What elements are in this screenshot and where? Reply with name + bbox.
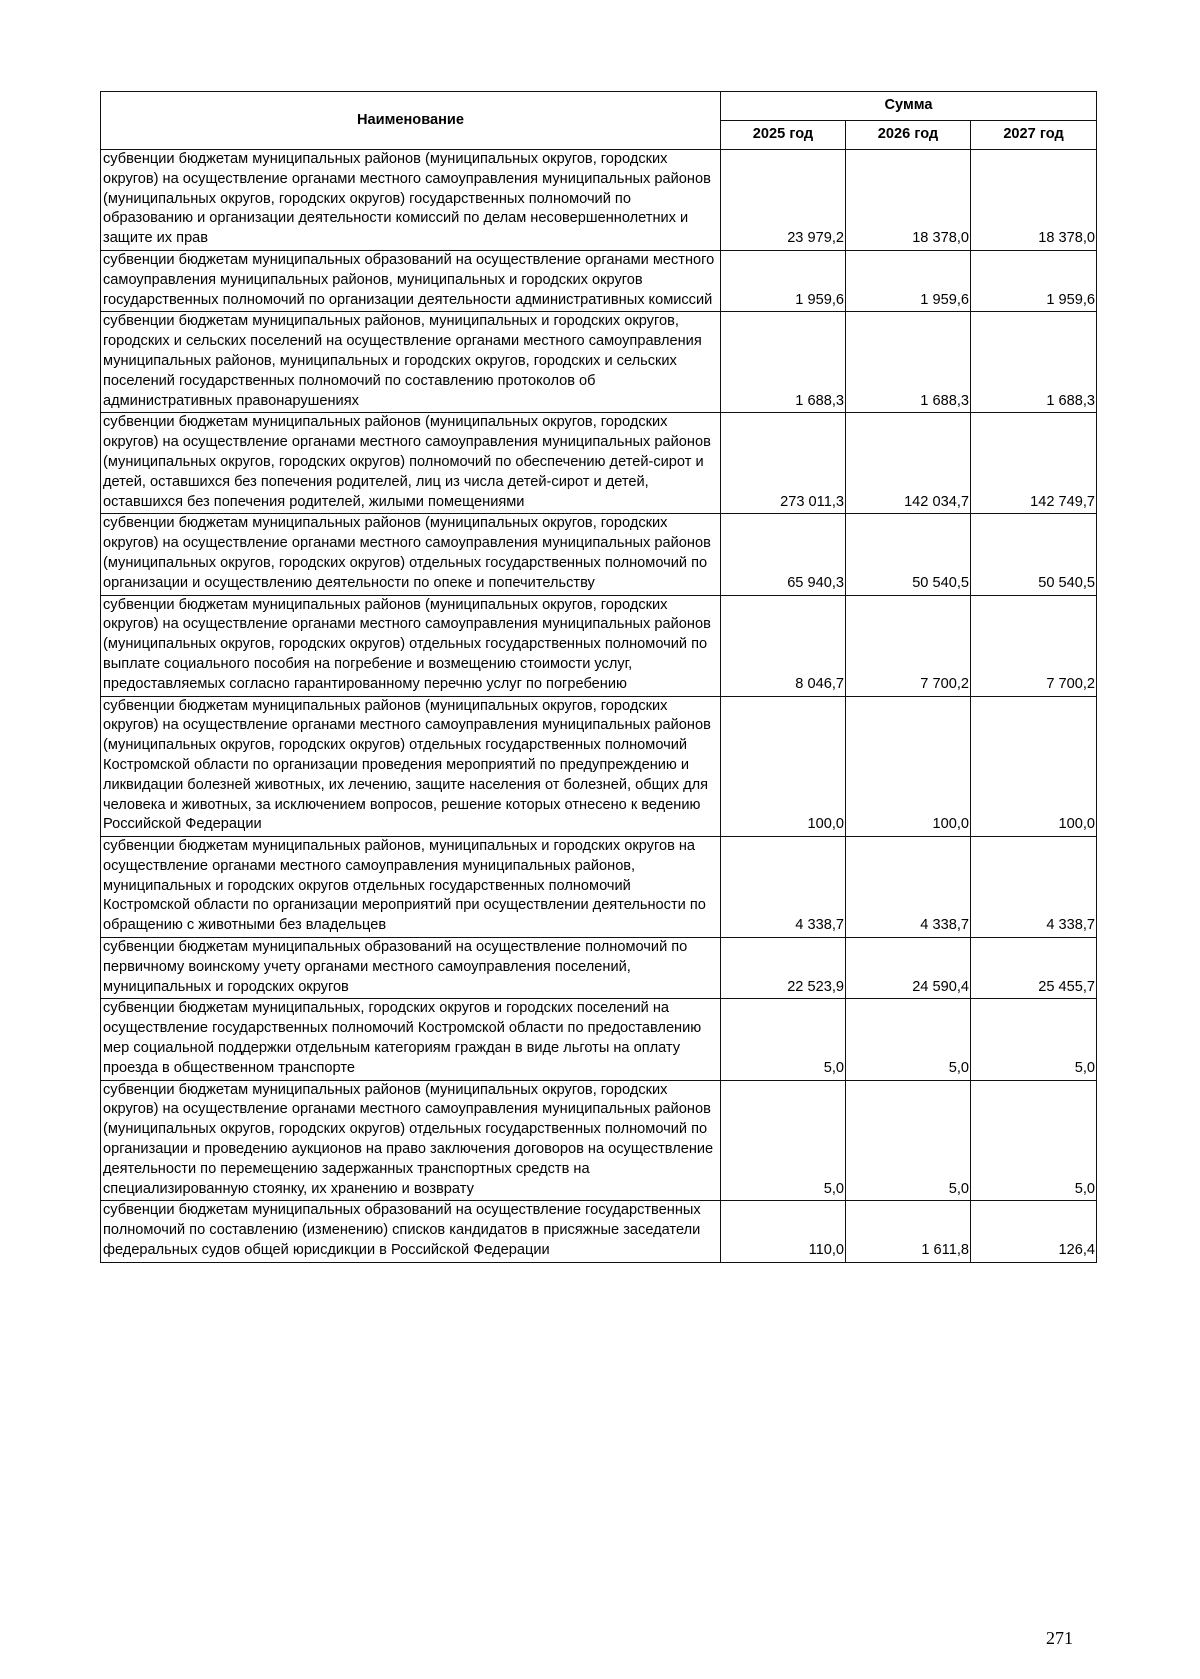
row-name: субвенции бюджетам муниципальных районов, муниципальных и городских округов на осуществление органами местного самоуправления муниципальных районов, муниципальных и городских округов отдельных государственных полномочий Костромской области по организации мероприятий при осуществлении деятельности по обращению с животными без владельцев	[101, 837, 721, 938]
row-value-2027: 1 688,3	[971, 312, 1097, 413]
row-value-2027: 1 959,6	[971, 250, 1097, 311]
row-name: субвенции бюджетам муниципальных, городских округов и городских поселений на осуществление государственных полномочий Костромской области по предоставлению мер социальной поддержки отдельным категориям граждан в виде льготы на оплату проезда в общественном транспорте	[101, 999, 721, 1080]
row-name: субвенции бюджетам муниципальных районов (муниципальных округов, городских округов) на осуществление органами местного самоуправления муниципальных районов (муниципальных округов, городских округов) отдельных государственных полномочий по организации и осуществлению деятельности по опеке и попечительству	[101, 514, 721, 595]
row-value-2025: 100,0	[721, 696, 846, 837]
row-value-2027: 25 455,7	[971, 938, 1097, 999]
row-name: субвенции бюджетам муниципальных районов, муниципальных и городских округов, городских и сельских поселений на осуществление органами местного самоуправления муниципальных районов, муниципальных и городских округов, городских и сельских поселений государственных полномочий по составлению протоколов об административных правонарушениях	[101, 312, 721, 413]
row-value-2027: 18 378,0	[971, 150, 1097, 251]
page-number: 271	[1046, 1628, 1073, 1648]
table-row	[101, 696, 1097, 837]
row-value-2025: 5,0	[721, 1080, 846, 1201]
table-row	[101, 150, 1097, 251]
table-row	[101, 1080, 1097, 1201]
row-value-2025: 5,0	[721, 999, 846, 1080]
row-value-2025: 23 979,2	[721, 150, 846, 251]
row-value-2025: 273 011,3	[721, 413, 846, 514]
row-value-2026: 1 688,3	[846, 312, 971, 413]
header-sum: Сумма	[721, 92, 1097, 121]
row-name: субвенции бюджетам муниципальных районов (муниципальных округов, городских округов) на осуществление органами местного самоуправления муниципальных районов (муниципальных округов, городских округов) государственных полномочий по образованию и организации деятельности комиссий по делам несовершеннолетних и защите их прав	[101, 150, 721, 251]
row-value-2025: 110,0	[721, 1201, 846, 1262]
row-name: субвенции бюджетам муниципальных районов (муниципальных округов, городских округов) на осуществление органами местного самоуправления муниципальных районов (муниципальных округов, городских округов) отдельных государственных полномочий по организации и проведению аукционов на право заключения договоров на осуществление деятельности по перемещению задержанных транспортных средств на специализированную стоянку, их хранению и возврату	[101, 1080, 721, 1201]
row-value-2027: 4 338,7	[971, 837, 1097, 938]
header-year-2027: 2027 год	[971, 121, 1097, 150]
row-value-2026: 142 034,7	[846, 413, 971, 514]
row-name: субвенции бюджетам муниципальных районов (муниципальных округов, городских округов) на осуществление органами местного самоуправления муниципальных районов (муниципальных округов, городских округов) отдельных государственных полномочий по выплате социального пособия на погребение и возмещению стоимости услуг, предоставляемых согласно гарантированному перечню услуг по погребению	[101, 595, 721, 696]
subventions-table	[100, 91, 1097, 1263]
row-value-2025: 65 940,3	[721, 514, 846, 595]
row-name: субвенции бюджетам муниципальных образований на осуществление государственных полномочий по составлению (изменению) списков кандидатов в присяжные заседатели федеральных судов общей юрисдикции в Российской Федерации	[101, 1201, 721, 1262]
row-value-2026: 7 700,2	[846, 595, 971, 696]
row-value-2026: 5,0	[846, 999, 971, 1080]
row-value-2026: 18 378,0	[846, 150, 971, 251]
row-value-2026: 5,0	[846, 1080, 971, 1201]
table-body	[101, 150, 1097, 1263]
table-row	[101, 413, 1097, 514]
row-value-2025: 22 523,9	[721, 938, 846, 999]
table-row	[101, 1201, 1097, 1262]
header-year-2026: 2026 год	[846, 121, 971, 150]
row-value-2026: 100,0	[846, 696, 971, 837]
table-row	[101, 312, 1097, 413]
table-row	[101, 938, 1097, 999]
row-value-2025: 1 688,3	[721, 312, 846, 413]
row-value-2027: 126,4	[971, 1201, 1097, 1262]
row-name: субвенции бюджетам муниципальных районов (муниципальных округов, городских округов) на осуществление органами местного самоуправления муниципальных районов (муниципальных округов, городских округов) отдельных государственных полномочий Костромской области по организации проведения мероприятий по предупреждению и ликвидации болезней животных, их лечению, защите населения от болезней, общих для человека и животных, за исключением вопросов, решение которых отнесено к ведению Российской Федерации	[101, 696, 721, 837]
header-name: Наименование	[101, 92, 721, 150]
table-row	[101, 837, 1097, 938]
row-value-2026: 1 611,8	[846, 1201, 971, 1262]
row-value-2025: 1 959,6	[721, 250, 846, 311]
row-value-2027: 50 540,5	[971, 514, 1097, 595]
row-value-2027: 100,0	[971, 696, 1097, 837]
table-row	[101, 250, 1097, 311]
row-value-2026: 24 590,4	[846, 938, 971, 999]
row-value-2026: 50 540,5	[846, 514, 971, 595]
row-value-2026: 1 959,6	[846, 250, 971, 311]
table-row	[101, 595, 1097, 696]
table-header	[101, 92, 1097, 150]
row-name: субвенции бюджетам муниципальных образований на осуществление полномочий по первичному воинскому учету органами местного самоуправления поселений, муниципальных и городских округов	[101, 938, 721, 999]
row-value-2025: 4 338,7	[721, 837, 846, 938]
row-value-2025: 8 046,7	[721, 595, 846, 696]
header-year-2025: 2025 год	[721, 121, 846, 150]
table-row	[101, 999, 1097, 1080]
row-name: субвенции бюджетам муниципальных районов (муниципальных округов, городских округов) на осуществление органами местного самоуправления муниципальных районов (муниципальных округов, городских округов) полномочий по обеспечению детей-сирот и детей, оставшихся без попечения родителей, лиц из числа детей-сирот и детей, оставшихся без попечения родителей, жилыми помещениями	[101, 413, 721, 514]
row-name: субвенции бюджетам муниципальных образований на осуществление органами местного самоуправления муниципальных районов, муниципальных и городских округов государственных полномочий по организации деятельности административных комиссий	[101, 250, 721, 311]
table-row	[101, 514, 1097, 595]
row-value-2027: 7 700,2	[971, 595, 1097, 696]
row-value-2027: 5,0	[971, 999, 1097, 1080]
row-value-2027: 5,0	[971, 1080, 1097, 1201]
row-value-2027: 142 749,7	[971, 413, 1097, 514]
row-value-2026: 4 338,7	[846, 837, 971, 938]
